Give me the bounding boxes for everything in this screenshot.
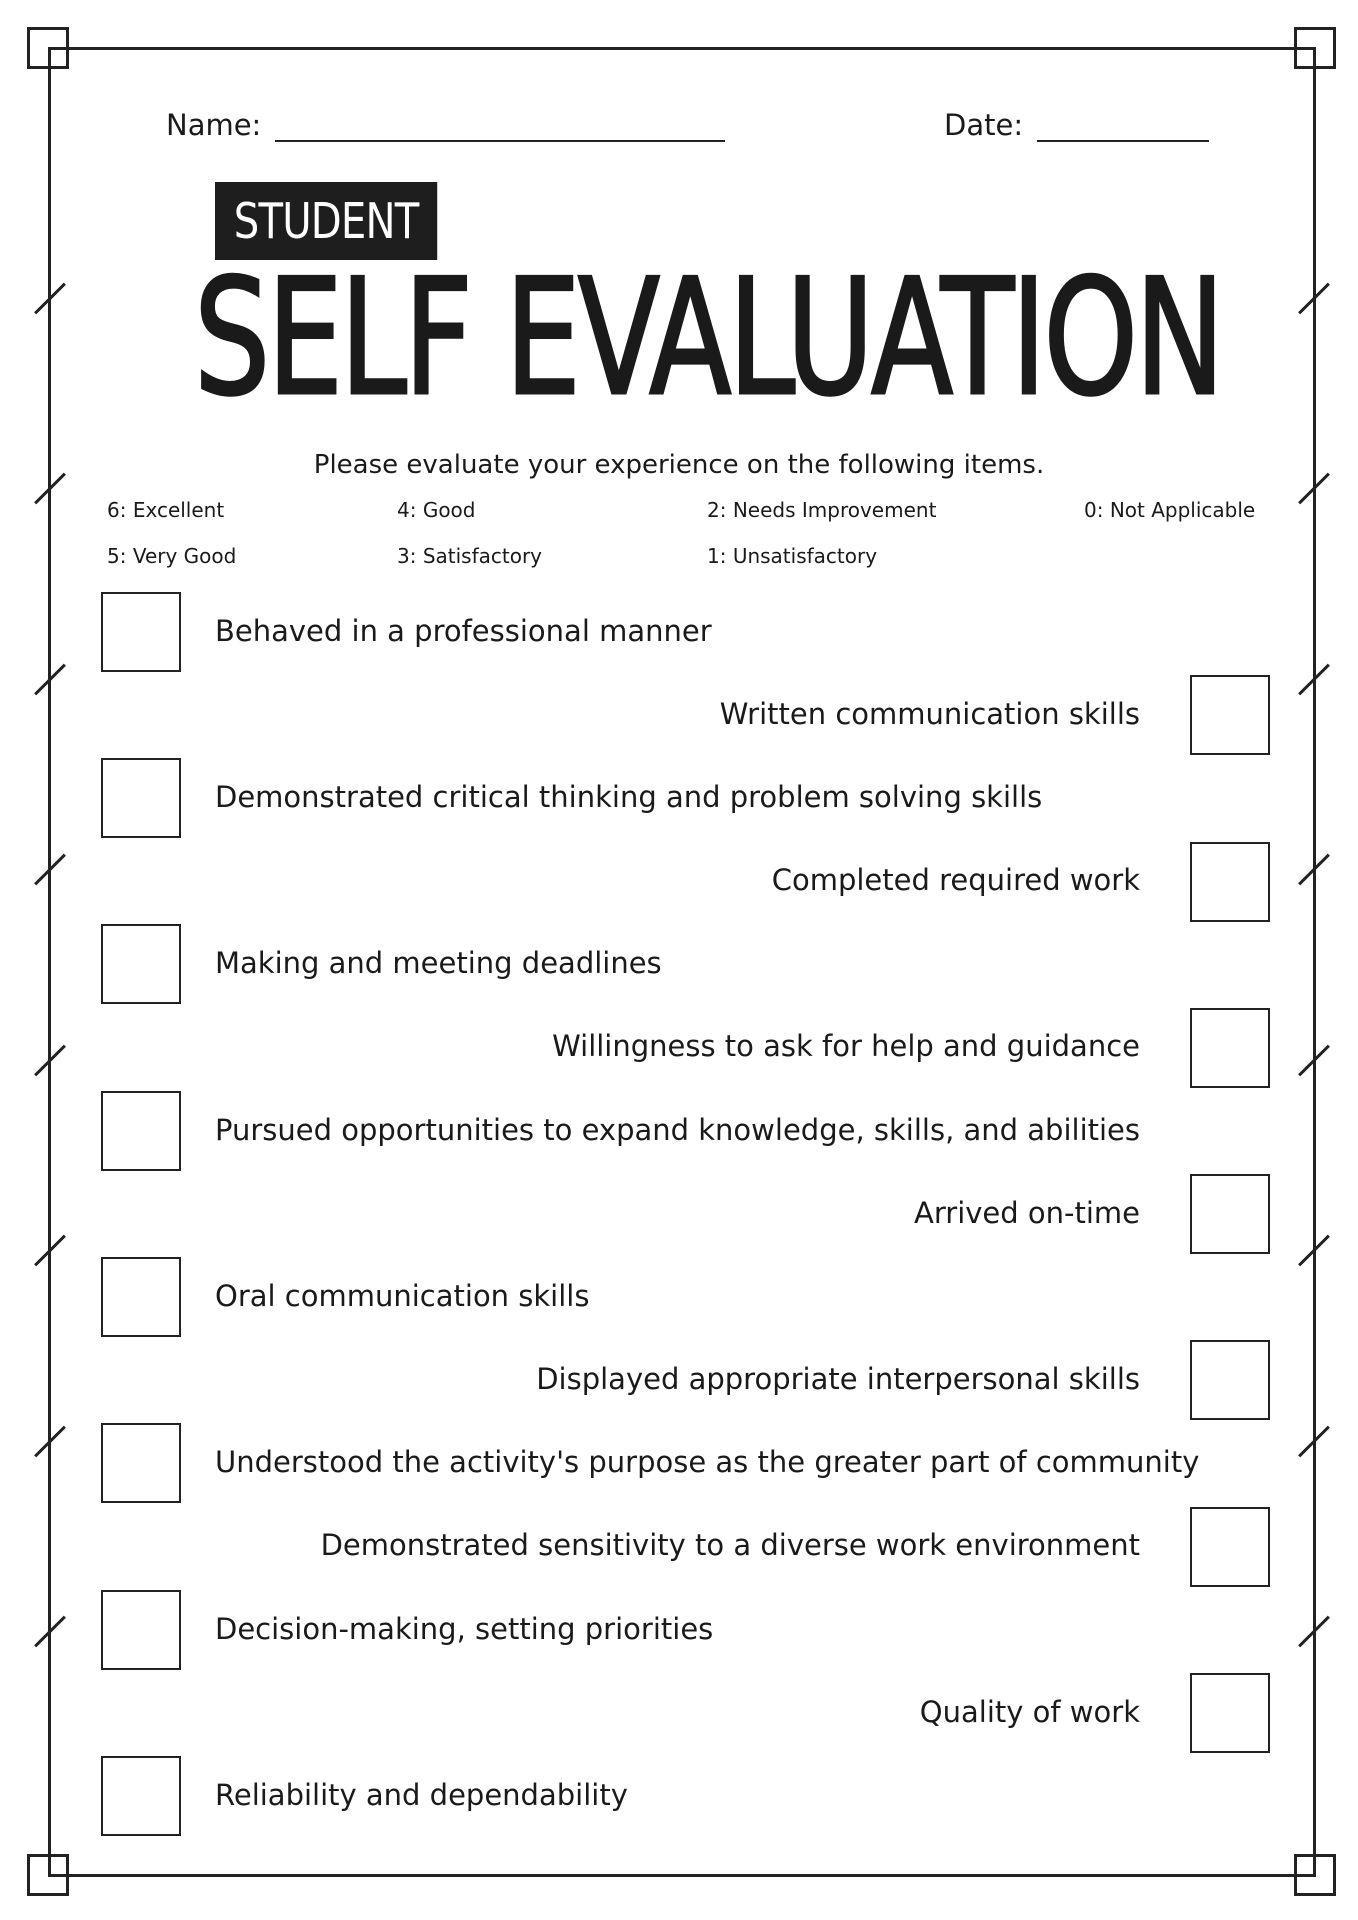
rating-box[interactable] xyxy=(101,758,181,838)
page-title: SELF EVALUATION xyxy=(194,244,1222,431)
rating-box[interactable] xyxy=(101,1590,181,1670)
scale-item: 0: Not Applicable xyxy=(1084,498,1256,522)
name-field xyxy=(166,108,725,142)
rating-box[interactable] xyxy=(1190,1008,1270,1088)
item-label: Oral communication skills xyxy=(215,1279,590,1313)
rating-box[interactable] xyxy=(101,592,181,672)
date-label: Date: xyxy=(944,108,1024,142)
item-label: Completed required work xyxy=(771,863,1140,897)
rating-box[interactable] xyxy=(1190,842,1270,922)
rating-box[interactable] xyxy=(101,1091,181,1171)
scale-item: 3: Satisfactory xyxy=(397,544,543,568)
corner-bottom-left xyxy=(27,1854,69,1896)
item-label: Decision-making, setting priorities xyxy=(215,1612,714,1646)
item-label: Making and meeting deadlines xyxy=(215,946,662,980)
rating-box[interactable] xyxy=(101,1756,181,1836)
item-label: Reliability and dependability xyxy=(215,1778,628,1812)
item-label: Understood the activity's purpose as the greater part of community xyxy=(215,1445,1200,1479)
scale-item: 6: Excellent xyxy=(107,498,225,522)
rating-box[interactable] xyxy=(101,924,181,1004)
corner-top-right xyxy=(1294,27,1336,69)
scale-item: 5: Very Good xyxy=(107,544,237,568)
date-field xyxy=(944,108,1209,142)
scale-item: 4: Good xyxy=(397,498,476,522)
rating-box[interactable] xyxy=(101,1257,181,1337)
instructions: Please evaluate your experience on the following items. xyxy=(313,450,1045,480)
item-label: Arrived on-time xyxy=(914,1196,1140,1230)
item-label: Written communication skills xyxy=(719,697,1140,731)
item-label: Quality of work xyxy=(919,1695,1140,1729)
item-label: Behaved in a professional manner xyxy=(215,614,712,648)
item-label: Willingness to ask for help and guidance xyxy=(552,1029,1140,1063)
item-label: Demonstrated critical thinking and problem solving skills xyxy=(215,780,1043,814)
scale-item: 2: Needs Improvement xyxy=(707,498,937,522)
name-label: Name: xyxy=(166,108,262,142)
rating-box[interactable] xyxy=(101,1423,181,1503)
date-input-line[interactable] xyxy=(1037,110,1209,142)
corner-bottom-right xyxy=(1294,1854,1336,1896)
rating-box[interactable] xyxy=(1190,1507,1270,1587)
item-label: Displayed appropriate interpersonal skills xyxy=(536,1362,1140,1396)
name-input-line[interactable] xyxy=(275,110,725,142)
item-label: Demonstrated sensitivity to a diverse work environment xyxy=(320,1528,1140,1562)
border-top xyxy=(48,47,1316,50)
item-label: Pursued opportunities to expand knowledge, skills, and abilities xyxy=(215,1113,1141,1147)
corner-top-left xyxy=(27,27,69,69)
student-tag: STUDENT xyxy=(215,182,437,260)
border-bottom xyxy=(48,1874,1316,1877)
border-left xyxy=(48,47,51,1877)
rating-box[interactable] xyxy=(1190,1673,1270,1753)
rating-box[interactable] xyxy=(1190,1340,1270,1420)
scale-item: 1: Unsatisfactory xyxy=(707,544,878,568)
border-right xyxy=(1313,47,1316,1877)
rating-box[interactable] xyxy=(1190,1174,1270,1254)
rating-box[interactable] xyxy=(1190,675,1270,755)
